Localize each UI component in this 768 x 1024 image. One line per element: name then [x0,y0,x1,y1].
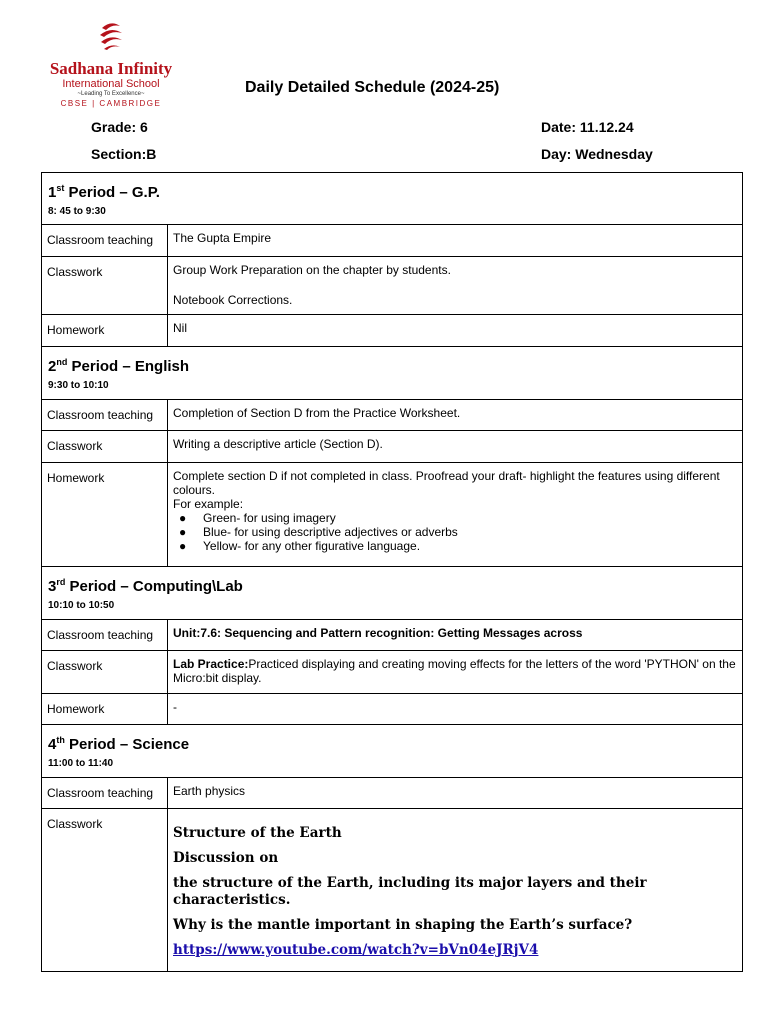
row-label: Classroom teaching [42,400,168,431]
row-label: Classroom teaching [42,620,168,651]
table-row [42,463,743,567]
row-label: Classwork [42,651,168,694]
period-title: 1st Period – G.P. [48,183,160,201]
classwork-value: Structure of the Earth Discussion on the structure of the Earth, including its major layers and their characteristics. Why is the mantle important in shaping the Earth’s surface? https://www.youtube.com/watch?v=bVn04eJRjV4 [168,809,743,972]
row-label: Classwork [42,809,168,972]
example-list [173,511,737,553]
logo-boards: CBSE | CAMBRIDGE [60,99,162,108]
period-time: 10:10 to 10:50 [48,600,115,611]
table-row [42,778,743,809]
row-label: Homework [42,694,168,725]
page-title: Daily Detailed Schedule (2024-25) [245,79,500,96]
row-label: Classroom teaching [42,225,168,257]
table-row [42,809,743,972]
classwork-value: Writing a descriptive article (Section D). [168,431,743,463]
classwork-value: Group Work Preparation on the chapter by students. Notebook Corrections. [168,257,743,315]
period-time: 11:00 to 11:40 [48,758,114,769]
table-row [42,651,743,694]
date-label: Date: 11.12.24 [541,119,634,135]
classwork-value: Lab Practice:Practiced displaying and creating moving effects for the letters of the word 'PYTHON' on the Micro:bit display. [168,651,743,694]
list-item: ● Yellow- for any other figurative language. [179,539,421,553]
schedule-table [41,172,743,972]
period-title: 2nd Period – English [48,357,190,375]
period-time: 8: 45 to 9:30 [48,206,106,217]
table-row [42,225,743,257]
homework-value: Complete section D if not completed in class. Proofread your draft- highlight the features using different colours. For example: ● Green- for using imagery ● Blue- for using descriptive adjectives or adverbs ● Yellow- for any other figurative language. [168,463,743,567]
logo-subtitle: International School [62,78,160,90]
row-label: Classwork [42,431,168,463]
period-1-header-row [42,173,743,225]
classroom-teaching-value: The Gupta Empire [168,225,743,257]
list-item: ● Green- for using imagery [179,511,336,525]
bullet-icon: ● [179,539,187,553]
table-row [42,315,743,347]
classroom-teaching-value: Unit:7.6: Sequencing and Pattern recognition: Getting Messages across [168,620,743,651]
section-label: Section:B [91,146,157,162]
table-row [42,694,743,725]
period-3-header-row [42,567,743,620]
table-row [42,257,743,315]
period-title: 4th Period – Science [48,735,190,753]
period-3-header [42,567,743,620]
period-2-header-row [42,347,743,400]
period-2-header [42,347,743,400]
period-time: 9:30 to 10:10 [48,380,109,391]
row-label: Classwork [42,257,168,315]
period-1-header [42,173,743,225]
table-row [42,620,743,651]
homework-value: Nil [168,315,743,347]
bullet-icon: ● [179,525,187,539]
homework-value: - [168,694,743,725]
list-item: ● Blue- for using descriptive adjectives or adverbs [179,525,458,539]
table-row [42,400,743,431]
logo-tagline: ~Leading To Excellence~ [77,91,145,97]
period-4-header-row [42,725,743,778]
logo-emblem-icon [94,20,128,52]
day-label: Day: Wednesday [541,146,653,162]
logo-name: Sadhana Infinity [49,59,173,78]
table-row [42,431,743,463]
period-4-header [42,725,743,778]
row-label: Homework [42,463,168,567]
classroom-teaching-value: Completion of Section D from the Practice Worksheet. [168,400,743,431]
youtube-link[interactable]: https://www.youtube.com/watch?v=bVn04eJRjV4 [173,942,539,958]
row-label: Classroom teaching [42,778,168,809]
classroom-teaching-value: Earth physics [168,778,743,809]
period-title: 3rd Period – Computing\Lab [48,577,243,595]
row-label: Homework [42,315,168,347]
school-logo [40,20,182,109]
bullet-icon: ● [179,511,187,525]
grade-label: Grade: 6 [91,119,148,135]
